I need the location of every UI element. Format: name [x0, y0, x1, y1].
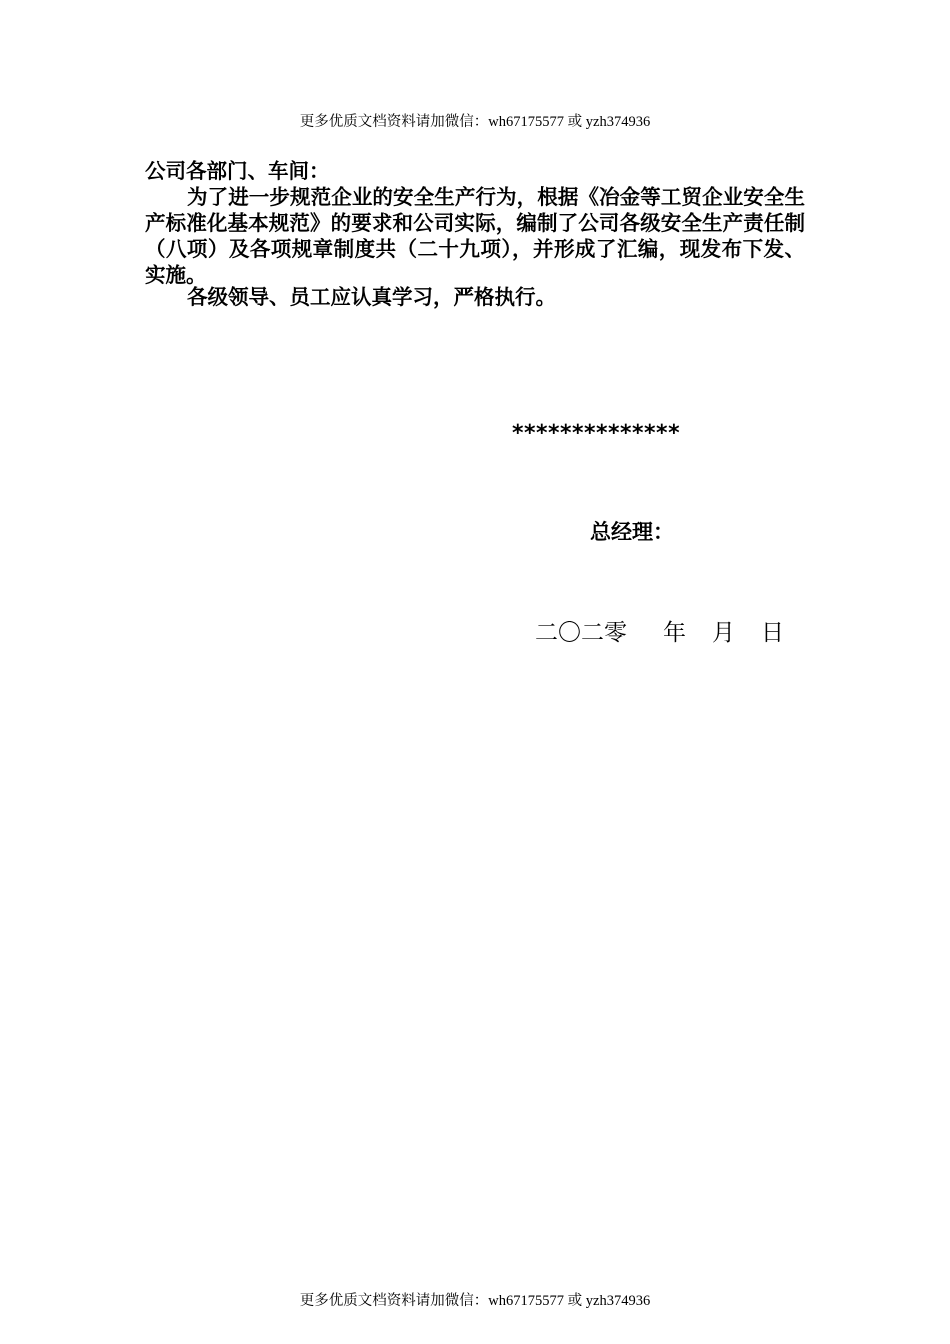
date-year-unit: 年 [663, 620, 686, 646]
date-day-unit: 日 [761, 620, 784, 646]
footer-watermark-note: 更多优质文档资料请加微信：wh67175577 或 yzh374936 [299, 1293, 651, 1309]
date-year: 二〇二零 [535, 620, 627, 646]
header-watermark-note: 更多优质文档资料请加微信：wh67175577 或 yzh374936 [299, 114, 651, 130]
salutation: 公司各部门、车间： [145, 159, 330, 183]
date-month-unit: 月 [712, 620, 735, 646]
company-name-masked: ************** [512, 421, 681, 446]
body-paragraph-1: 为了进一步规范企业的安全生产行为，根据《冶金等工贸企业安全生产标准化基本规范》的要求和公司实际，编制了公司各级安全生产责任制（八项）及各项规章制度共（二十九项），并形成了汇编，现发布下发、实施。 [145, 185, 805, 287]
general-manager-label: 总经理： [590, 520, 674, 544]
date-line [535, 618, 784, 648]
body-paragraph-2: 各级领导、员工应认真学习，严格执行。 [187, 285, 556, 309]
